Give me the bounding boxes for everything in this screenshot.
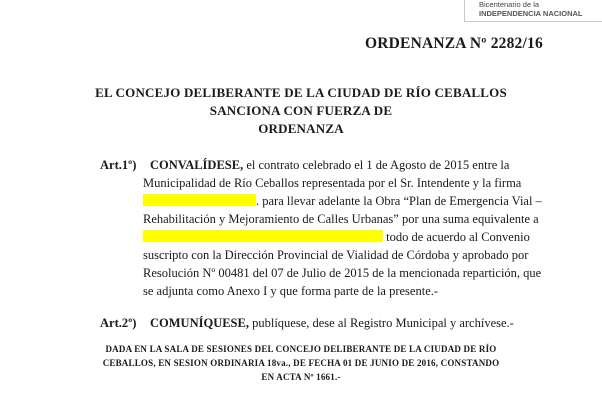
ordinance-title: ORDENANZA Nº 2282/16 [365,35,543,52]
article-1-line-3 [143,194,542,209]
heading-line-1: EL CONCEJO DELIBERANTE DE LA CIUDAD DE RÍO CEBALLOS [95,85,507,100]
footer-line-2: CEBALLOS, EN SESION ORDINARIA 18va., DE FECHA 01 DE JUNIO DE 2016, CONSTANDO [102,358,500,368]
article-2-text-1: publíquese, dese al Registro Municipal y archívese.- [248,316,514,330]
article-1-line-6: suscripto con la Dirección Provincial de Vialidad de Córdoba y aprobado por [143,248,529,262]
article-1-text-1: el contrato celebrado el 1 de Agosto de 2015 entre la [243,158,510,172]
article-1-line-4: Rehabilitación y Mejoramiento de Calles Urbanas” por una suma equivalente a [143,212,539,226]
article-2-lead: COMUNÍQUESE, [150,316,249,330]
article-2-line-1 [150,316,514,331]
article-1-line-8: se adjunta como Anexo I y que forma parte de la presente.- [143,284,439,298]
article-1-text-3: . para llevar adelante la Obra “Plan de Emergencia Vial – [256,194,542,208]
redacted-company-name [143,194,256,206]
article-1-text-5: todo de acuerdo al Convenio [386,230,530,244]
article-1-label: Art.1º) [100,158,137,172]
article-1-lead: CONVALÍDESE, [150,158,244,172]
heading-line-2: SANCIONA CON FUERZA DE [209,103,393,118]
article-1-line-1 [150,158,509,173]
heading-line-3: ORDENANZA [258,121,344,136]
footer-line-3: EN ACTA Nº 1661.- [261,372,341,382]
badge-line-2: INDEPENDENCIA NACIONAL [479,8,583,18]
article-1-line-7: Resolución Nº 00481 del 07 de Julio de 2015 de la mencionada repartición, que [143,266,542,280]
badge-line-1: Bicentenario de la [479,0,540,9]
bicentenario-badge [464,0,602,22]
redacted-amount [143,230,383,242]
article-1-line-2: Municipalidad de Río Ceballos representada por el Sr. Intendente y la firma [143,176,522,190]
footer-line-1: DADA EN LA SALA DE SESIONES DEL CONCEJO DELIBERANTE DE LA CIUDAD DE RÍO [105,344,497,354]
article-1-line-5 [143,230,530,245]
article-2-label: Art.2º) [100,316,137,330]
